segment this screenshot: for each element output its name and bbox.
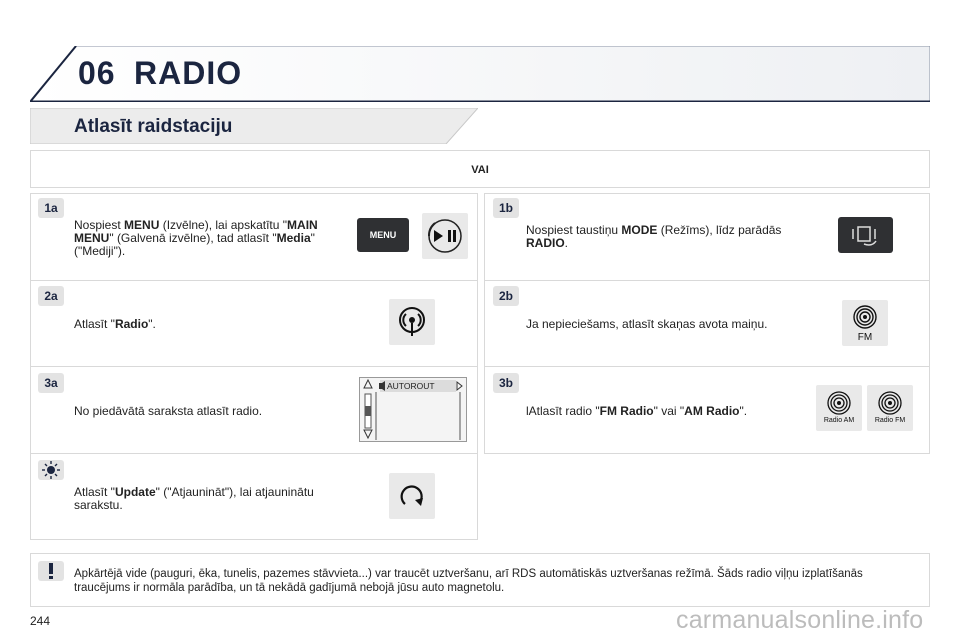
step-2b-text: Ja nepieciešams, atlasīt skaņas avota maiņu. bbox=[526, 317, 768, 331]
radio-am-button[interactable] bbox=[816, 385, 862, 431]
tip-badge bbox=[38, 460, 64, 480]
radio-fm-icon bbox=[867, 385, 913, 431]
radio-am-label: Radio AM bbox=[823, 417, 855, 424]
step-3a-text: No piedāvātā saraksta atlasīt radio. bbox=[74, 404, 263, 418]
step-badge-3b: 3b bbox=[493, 373, 519, 393]
step-1b-text: Nospiest taustiņu MODE (Režīms), līdz parādās RADIO. bbox=[526, 223, 782, 250]
step-badge-1a: 1a bbox=[38, 198, 64, 218]
page-number: 244 bbox=[30, 614, 51, 628]
station-list-label: AUTOROUT bbox=[387, 381, 435, 391]
step-3b-text: lAtlasīt radio "FM Radio" vai "AM Radio". bbox=[526, 404, 748, 418]
radio-fm-button[interactable] bbox=[867, 385, 913, 431]
warning-note-text: Apkārtējā vide (pauguri, ēka, tunelis, pazemes stāvvieta...) var traucēt uztveršanu, arī RDS automātiskās uztveršanas režīmā. Šāds radio viļņu izplatīšanās traucējums ir normāla parādība, un tā nekādā gadījumā nebojā jūsu auto magnetolu. bbox=[74, 568, 863, 594]
chapter-number: 06 bbox=[78, 55, 116, 91]
row-divider bbox=[31, 366, 477, 367]
row-divider bbox=[31, 453, 477, 454]
step-badge-1b: 1b bbox=[493, 198, 519, 218]
play-pause-knob-icon[interactable] bbox=[422, 213, 468, 259]
row-divider bbox=[485, 280, 929, 281]
row-divider bbox=[485, 366, 929, 367]
radio-antenna-icon[interactable] bbox=[389, 299, 435, 345]
step-1a-text: Nospiest MENU (Izvēlne), lai apskatītu "MAIN MENU" (Galvenā izvēlne), tad atlasīt "Media" ("Mediji"). bbox=[74, 218, 318, 258]
row-divider bbox=[31, 280, 477, 281]
section-title: Atlasīt raidstaciju bbox=[74, 116, 233, 137]
step-2a-text: Atlasīt "Radio". bbox=[74, 317, 156, 331]
menu-button-label: MENU bbox=[369, 230, 397, 240]
lightbulb-icon bbox=[38, 460, 64, 480]
station-list-screen[interactable] bbox=[359, 377, 467, 442]
mode-button[interactable] bbox=[838, 217, 893, 253]
mode-icon bbox=[838, 217, 893, 253]
menu-button[interactable] bbox=[357, 218, 409, 252]
refresh-icon[interactable] bbox=[389, 473, 435, 519]
or-label: VAI bbox=[471, 164, 489, 176]
step-badge-2b: 2b bbox=[493, 286, 519, 306]
exclamation-icon bbox=[38, 561, 64, 581]
step-update-text: Atlasīt "Update" ("Atjaunināt"), lai atjauninātu sarakstu. bbox=[74, 485, 314, 512]
fm-label: FM bbox=[857, 332, 873, 343]
radio-fm-label: Radio FM bbox=[874, 417, 906, 424]
step-badge-2a: 2a bbox=[38, 286, 64, 306]
step-badge-3a: 3a bbox=[38, 373, 64, 393]
or-divider-panel bbox=[30, 150, 930, 188]
watermark: carmanualsonline.info bbox=[676, 606, 924, 634]
chapter-title: RADIO bbox=[134, 55, 243, 91]
warning-badge bbox=[38, 561, 64, 581]
radio-am-icon bbox=[816, 385, 862, 431]
fm-source-icon[interactable] bbox=[842, 300, 888, 346]
